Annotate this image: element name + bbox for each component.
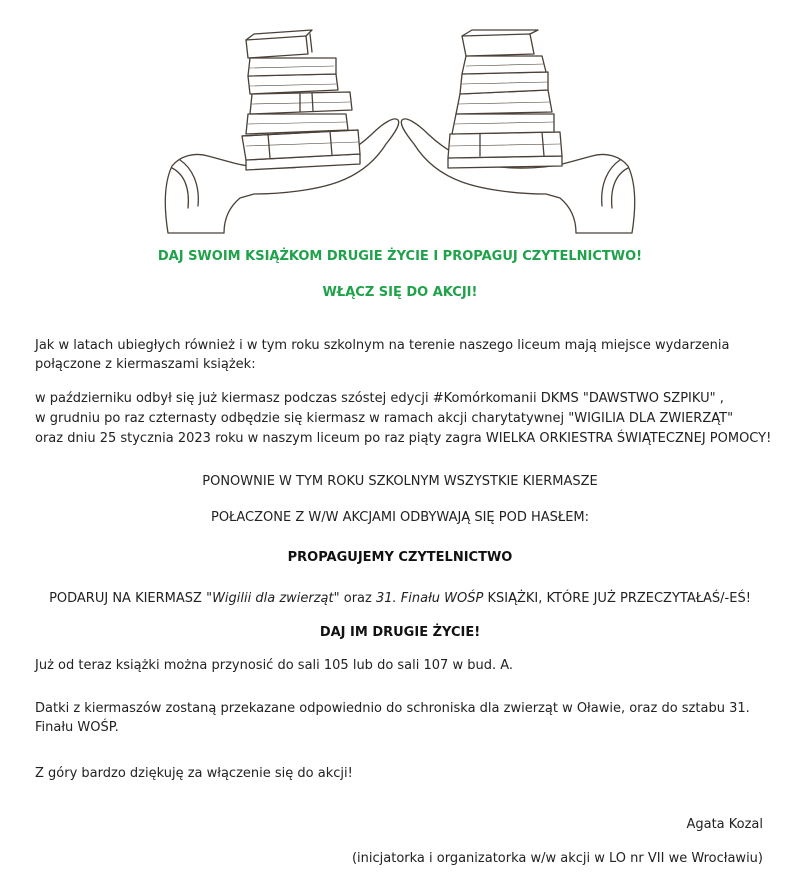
event-wosp: oraz dniu 25 stycznia 2023 roku w naszym liceum po raz piąty zagra WIELKA ORKIESTRA ŚWIĄTECZNEJ POMOCY!	[35, 431, 772, 446]
event-dkms: w październiku odbył się już kiermasz podczas szóstej edycji #Komórkomanii DKMS "DAWSTWO SZPIKU" ,	[35, 391, 724, 406]
right-hand-books	[401, 30, 634, 233]
proceeds-line-1: Datki z kiermaszów zostaną przekazane odpowiednio do schroniska dla zwierząt w Oławie, oraz do sztabu 31.	[35, 701, 750, 716]
thanks: Z góry bardzo dziękuję za włączenie się do akcji!	[35, 766, 353, 781]
left-hand-books	[165, 30, 398, 233]
heading-line-2: WŁĄCZ SIĘ DO AKCJI!	[322, 285, 478, 300]
proceeds-line-2: Finału WOŚP.	[35, 720, 119, 735]
donate-italic-wosp: 31. Finału WOŚP	[375, 591, 484, 606]
notice-line-2: POŁACZONE Z W/W AKCJAMI ODBYWAJĄ SIĘ POD HASŁEM:	[210, 510, 590, 525]
hands-holding-books-icon	[150, 28, 650, 234]
signature-name: Agata Kozal	[686, 817, 763, 832]
event-wigilia: w grudniu po raz czternasty odbędzie się kiermasz w ramach akcji charytatywnej "WIGILIA DLA ZWIERZĄT"	[35, 411, 734, 426]
notice-line-1: PONOWNIE W TYM ROKU SZKOLNYM WSZYSTKIE KIERMASZE	[202, 474, 598, 489]
second-life-heading: DAJ IM DRUGIE ŻYCIE!	[319, 625, 481, 640]
rooms-info: Już od teraz książki można przynosić do sali 105 lub do sali 107 w bud. A.	[35, 658, 514, 673]
slogan: PROPAGUJEMY CZYTELNICTWO	[287, 550, 513, 565]
signature-role: (inicjatorka i organizatorka w/w akcji w LO nr VII we Wrocławiu)	[351, 851, 763, 866]
donate-suffix: KSIĄŻKI, KTÓRE JUŻ PRZECZYTAŁAŚ/-EŚ!	[483, 591, 751, 606]
donate-prefix: PODARUJ NA KIERMASZ "	[49, 591, 213, 606]
donate-line	[0, 589, 800, 608]
donate-italic-wigilia: Wigilii dla zwierząt	[212, 591, 334, 606]
donate-middle: " oraz	[333, 591, 376, 606]
intro-line-2: połączone z kiermaszami książek:	[35, 357, 256, 372]
intro-line-1: Jak w latach ubiegłych również i w tym roku szkolnym na terenie naszego liceum mają miejsce wydarzenia	[35, 338, 730, 353]
heading-line-1: DAJ SWOIM KSIĄŻKOM DRUGIE ŻYCIE I PROPAGUJ CZYTELNICTWO!	[157, 249, 643, 264]
